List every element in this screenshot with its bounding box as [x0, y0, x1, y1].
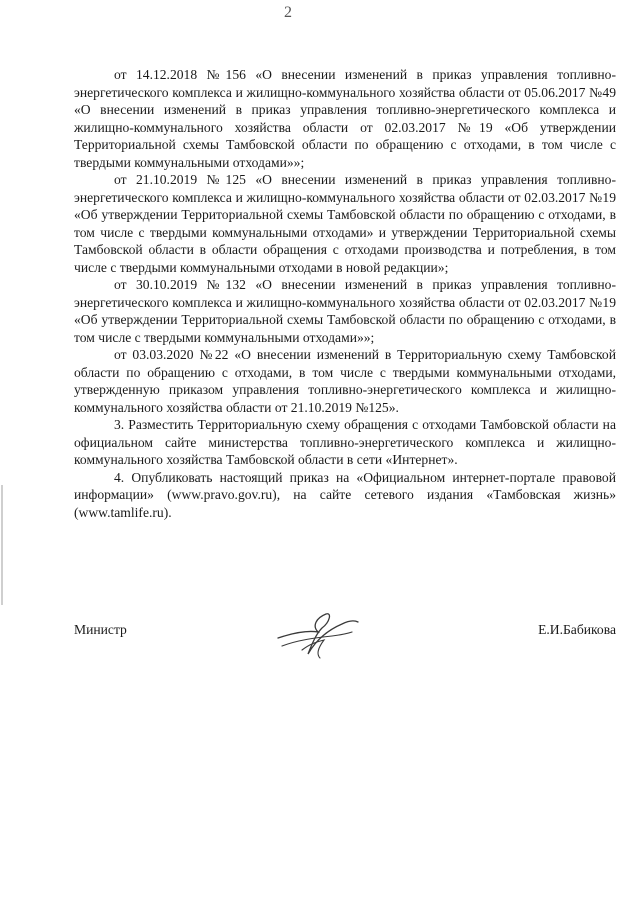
document-body: [74, 66, 616, 521]
paragraph-order-156: от 14.12.2018 №156 «О внесении изменений в приказ управления топливно-энергетического комплекса и жилищно-коммунального хозяйства области от 05.06.2017 №49 «О внесении изменений в приказ управления топливно-энергетического комплекса и жилищно-коммунального хозяйства области от 02.03.2017 №19 «Об утверждении Территориальной схемы Тамбовской области по обращению с отходами, в том числе с твердыми коммунальными отходами»»;: [74, 67, 616, 170]
paragraph-order-22: от 03.03.2020 №22 «О внесении изменений в Территориальную схему Тамбовской области по обращению с отходами, в том числе с твердыми коммунальными отходами, утвержденную приказом управления топливно-энергетического комплекса и жилищно-коммунального хозяйства области от 21.10.2019 №125».: [74, 347, 616, 415]
signature-block: [74, 604, 616, 664]
signatory-position: Министр: [74, 622, 127, 637]
handwritten-signature: [272, 604, 362, 662]
signatory-name: Е.И.Бабикова: [538, 622, 616, 637]
paragraph-item-4: 4. Опубликовать настоящий приказ на «Официальном интернет-портале правовой информации» (www.pravo.gov.ru), на сайте сетевого издания «Тамбовская жизнь» (www.tamlife.ru).: [74, 469, 616, 520]
paragraph-order-125: от 21.10.2019 №125 «О внесении изменений в приказ управления топливно-энергетического комплекса и жилищно-коммунального хозяйства области от 02.03.2017 №19 «Об утверждении Территориальной схемы Тамбовской области по обращению с отходами, в том числе с твердыми коммунальными отходами» и утверждении Территориальной схемы Тамбовской области в области обращения с отходами производства и потребления, в том числе с твердыми коммунальными отходами в новой редакции»;: [74, 172, 616, 275]
page-number: 2: [284, 4, 292, 21]
scan-margin-mark: [1, 485, 3, 605]
paragraph-item-3: 3. Разместить Территориальную схему обращения с отходами Тамбовской области на официальном сайте министерства топливно-энергетического комплекса и жилищно-коммунального хозяйства Тамбовской области в сети «Интернет».: [74, 417, 616, 467]
paragraph-order-132: от 30.10.2019 №132 «О внесении изменений в приказ управления топливно-энергетического комплекса и жилищно-коммунального хозяйства области от 02.03.2017 №19 «Об утверждении Территориальной схемы Тамбовской области по обращению с отходами, в том числе с твердыми коммунальными отходами»»;: [74, 277, 616, 345]
